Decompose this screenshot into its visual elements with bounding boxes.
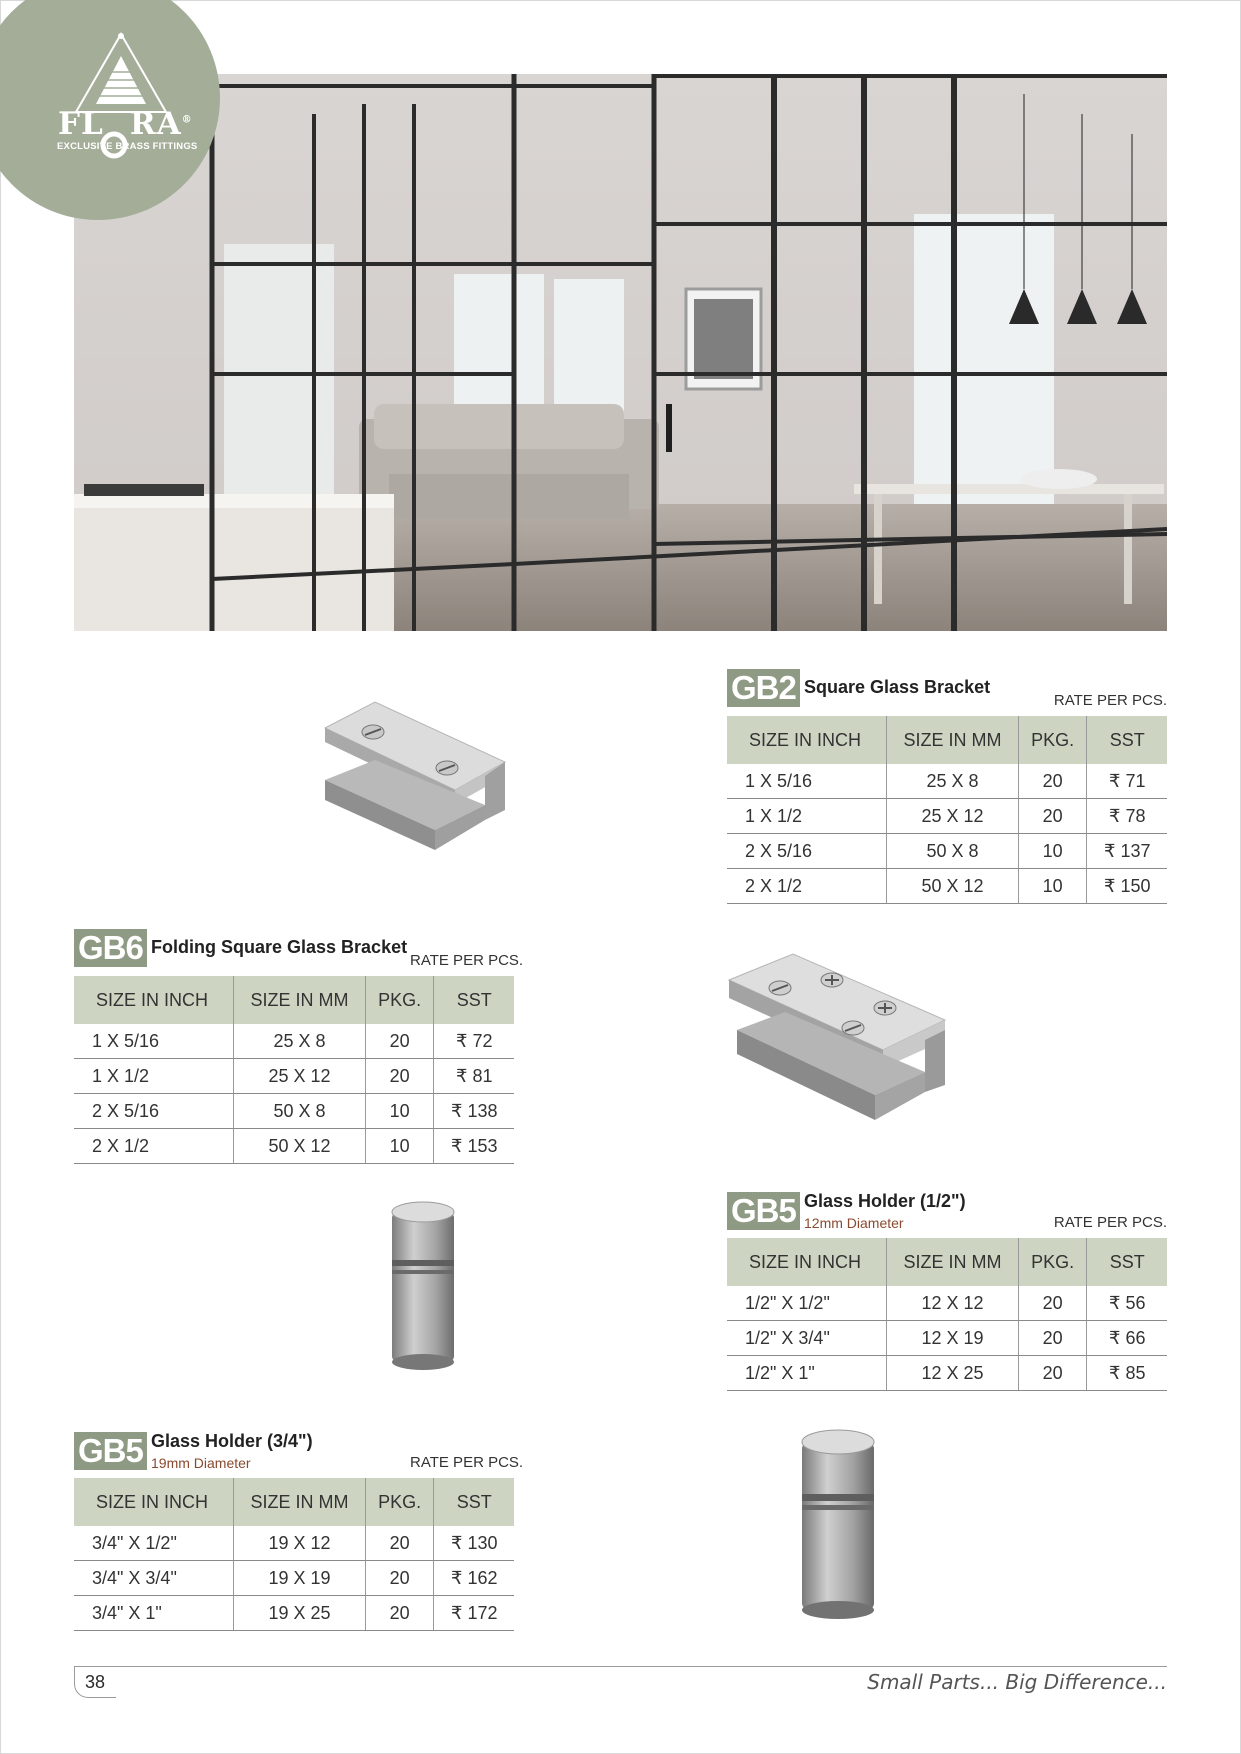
cell-size-mm: 50 X 12 [887,869,1019,904]
product-title-gb5-half: Glass Holder (1/2") [804,1191,966,1211]
col-header: SST [1087,1238,1167,1286]
glass-holder-half-inch-image [388,1200,458,1380]
cell-price: ₹ 81 [434,1059,514,1094]
col-header: SST [434,976,514,1024]
cell-size-mm: 12 X 12 [887,1286,1019,1321]
table-row [727,1356,1167,1391]
col-header: PKG. [365,1478,434,1526]
cell-size-mm: 25 X 12 [887,799,1019,834]
cell-size-mm: 25 X 8 [234,1024,366,1059]
cell-pkg: 10 [1018,834,1087,869]
cell-size-mm: 19 X 12 [234,1526,366,1561]
spec-table-gb6 [74,976,514,1164]
cell-price: ₹ 138 [434,1094,514,1129]
cell-size-inch: 2 X 5/16 [727,834,887,869]
table-row [727,799,1167,834]
table-row [74,1526,514,1561]
rate-label-gb5-three-quarter: RATE PER PCS. [410,1454,524,1471]
cell-size-mm: 12 X 19 [887,1321,1019,1356]
product-title-gb5-three-quarter: Glass Holder (3/4") [151,1431,313,1451]
col-header: PKG. [1018,1238,1087,1286]
col-header: SIZE IN MM [234,1478,366,1526]
product-subtitle-gb5-three-quarter: 19mm Diameter [151,1455,251,1471]
cell-pkg: 10 [1018,869,1087,904]
product-code-gb6: GB6 [74,929,147,967]
product-title-gb6: Folding Square Glass Bracket [151,937,408,957]
cell-price: ₹ 153 [434,1129,514,1164]
cell-size-mm: 12 X 25 [887,1356,1019,1391]
footer-tagline: Small Parts... Big Difference... [867,1670,1167,1694]
spec-table-gb2 [727,716,1167,904]
cell-size-inch: 2 X 1/2 [727,869,887,904]
cell-pkg: 10 [365,1094,434,1129]
cell-pkg: 20 [365,1024,434,1059]
col-header: SIZE IN INCH [727,1238,887,1286]
cell-price: ₹ 150 [1087,869,1167,904]
cell-size-inch: 1 X 1/2 [727,799,887,834]
logo-tagline: EXCLUSIVE BRASS FITTINGS [57,141,198,152]
product-code-gb5-half: GB5 [727,1192,800,1230]
table-row [74,1561,514,1596]
cell-pkg: 20 [365,1596,434,1631]
product-title-gb2: Square Glass Bracket [804,677,991,697]
table-row [727,834,1167,869]
cell-price: ₹ 162 [434,1561,514,1596]
cell-size-mm: 50 X 12 [234,1129,366,1164]
cell-pkg: 20 [1018,1286,1087,1321]
table-row [727,1321,1167,1356]
cell-pkg: 20 [365,1561,434,1596]
cell-price: ₹ 130 [434,1526,514,1561]
cell-size-mm: 25 X 8 [887,764,1019,799]
cell-pkg: 20 [1018,764,1087,799]
cell-price: ₹ 71 [1087,764,1167,799]
cell-price: ₹ 172 [434,1596,514,1631]
cell-size-inch: 2 X 5/16 [74,1094,234,1129]
footer-divider [74,1666,1167,1667]
flora-logo [0,0,220,220]
hero-interior-photo [74,74,1167,631]
spec-table-gb5-three-quarter [74,1478,514,1631]
cell-price: ₹ 56 [1087,1286,1167,1321]
cell-size-inch: 3/4" X 1" [74,1596,234,1631]
folding-square-bracket-image [315,690,530,870]
table-row [727,869,1167,904]
cell-size-inch: 1 X 5/16 [727,764,887,799]
cell-pkg: 10 [365,1129,434,1164]
cell-size-inch: 1/2" X 3/4" [727,1321,887,1356]
col-header: SIZE IN INCH [74,976,234,1024]
cell-pkg: 20 [1018,799,1087,834]
table-row [74,1129,514,1164]
col-header: SIZE IN INCH [727,716,887,764]
cell-size-inch: 3/4" X 1/2" [74,1526,234,1561]
product-code-gb5-three-quarter: GB5 [74,1432,147,1470]
cell-size-inch: 1 X 5/16 [74,1024,234,1059]
rate-label-gb5-half: RATE PER PCS. [1053,1214,1167,1231]
logo-wordmark: FL RA® [58,106,193,142]
glass-holder-three-quarter-inch-image [798,1428,878,1628]
table-row [74,1094,514,1129]
col-header: SIZE IN INCH [74,1478,234,1526]
rate-label-gb2: RATE PER PCS. [1053,692,1167,709]
col-header: PKG. [1018,716,1087,764]
spec-table-gb5-half [727,1238,1167,1391]
cell-price: ₹ 78 [1087,799,1167,834]
col-header: SST [434,1478,514,1526]
product-code-gb2: GB2 [727,669,800,707]
table-row [74,1024,514,1059]
col-header: SIZE IN MM [887,1238,1019,1286]
cell-size-inch: 1 X 1/2 [74,1059,234,1094]
cell-size-inch: 1/2" X 1" [727,1356,887,1391]
cell-price: ₹ 66 [1087,1321,1167,1356]
cell-price: ₹ 85 [1087,1356,1167,1391]
cell-price: ₹ 137 [1087,834,1167,869]
cell-pkg: 20 [365,1059,434,1094]
cell-size-mm: 50 X 8 [234,1094,366,1129]
rate-label-gb6: RATE PER PCS. [410,952,524,969]
col-header: SIZE IN MM [887,716,1019,764]
cell-size-mm: 19 X 19 [234,1561,366,1596]
col-header: PKG. [365,976,434,1024]
product-subtitle-gb5-half: 12mm Diameter [804,1215,904,1231]
square-glass-bracket-image [725,950,950,1135]
cell-pkg: 20 [365,1526,434,1561]
col-header: SIZE IN MM [234,976,366,1024]
cell-size-inch: 1/2" X 1/2" [727,1286,887,1321]
cell-price: ₹ 72 [434,1024,514,1059]
col-header: SST [1087,716,1167,764]
cell-pkg: 20 [1018,1356,1087,1391]
table-row [727,1286,1167,1321]
cell-pkg: 20 [1018,1321,1087,1356]
table-row [74,1059,514,1094]
page-number: 38 [74,1666,116,1698]
cell-size-mm: 19 X 25 [234,1596,366,1631]
cell-size-mm: 25 X 12 [234,1059,366,1094]
cell-size-inch: 3/4" X 3/4" [74,1561,234,1596]
table-row [74,1596,514,1631]
cell-size-mm: 50 X 8 [887,834,1019,869]
cell-size-inch: 2 X 1/2 [74,1129,234,1164]
table-row [727,764,1167,799]
